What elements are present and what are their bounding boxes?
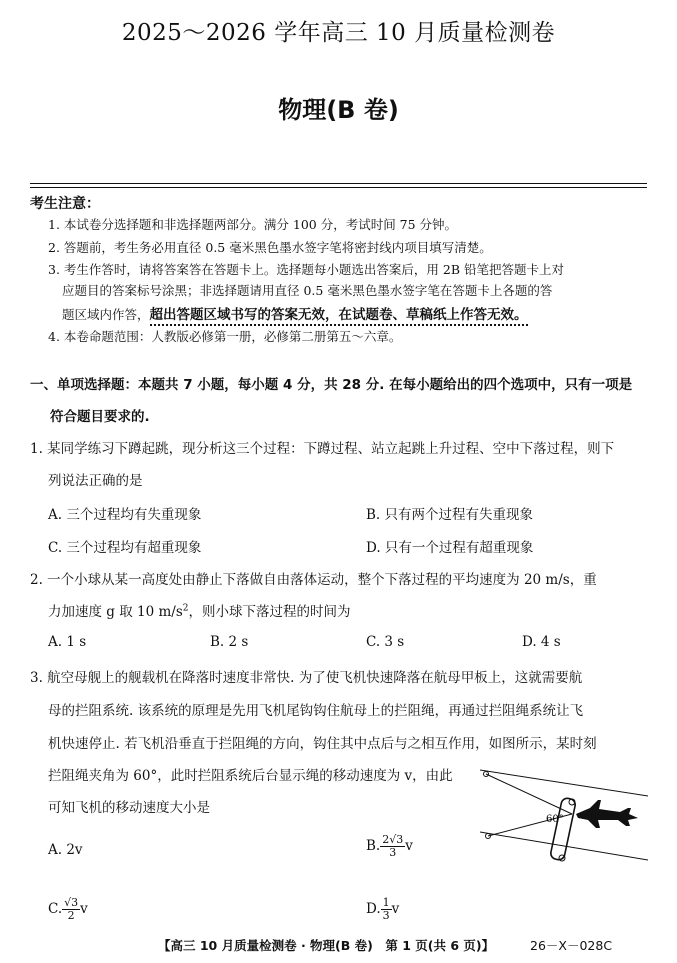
q3-stem: 3. 航空母舰上的舰载机在降落时速度非常快. 为了使飞机快速降落在航母甲板上，这就需要航 — [30, 670, 583, 686]
q3-option-c — [48, 897, 88, 922]
notice-item-3-tail: 题区域内作答， — [62, 307, 150, 322]
q3-option-d-numerator: 1 — [382, 896, 390, 909]
notice-item-3-cont: 应题目的答案标号涂黑；非选择题请用直径 0.5 毫米黑色墨水签字笔在答题卡上各题的答 — [62, 283, 553, 298]
q1-option-c: C. 三个过程均有超重现象 — [48, 540, 202, 556]
q1-stem: 1. 某同学练习下蹲起跳，现分析这三个过程：下蹲过程、站立起跳上升过程、空中下落过程，则下 — [30, 441, 615, 457]
q3-stem-3: 机快速停止. 若飞机沿垂直于拦阻绳的方向，钩住其中点后与之相互作用，如图所示，某时刻 — [48, 736, 597, 752]
q3-option-d-denominator: 3 — [382, 909, 390, 922]
q2-stem-cont-a: 力加速度 g 取 10 m/s — [48, 604, 183, 620]
notice-item-1: 1. 本试卷分选择题和非选择题两部分。满分 100 分，考试时间 75 分钟。 — [48, 217, 458, 232]
q2-stem-cont — [48, 600, 351, 620]
arrester-frame — [550, 797, 577, 861]
section-heading: 一、单项选择题：本题共 7 小题，每小题 4 分，共 28 分. 在每小题给出的四个选项中，只有一项是 — [30, 377, 633, 393]
q2-stem-sup: 2 — [182, 603, 189, 614]
divider-bottom — [30, 187, 647, 188]
q2-stem: 2. 一个小球从某一高度处由静止下落做自由落体运动，整个下落过程的平均速度为 20 m/s，重 — [30, 572, 597, 588]
q3-option-a: A. 2v — [48, 842, 83, 858]
q3-option-d-suffix: v — [391, 901, 400, 917]
q2-option-c: C. 3 s — [366, 634, 405, 650]
exam-title: 2025～2026 学年高三 10 月质量检测卷 — [121, 20, 556, 46]
q3-stem-5: 可知飞机的移动速度大小是 — [48, 800, 210, 816]
page-footer: 【高三 10 月质量检测卷 · 物理(B 卷) 第 1 页(共 6 页)】 — [158, 938, 495, 953]
q3-option-b-suffix: v — [405, 838, 413, 854]
section-heading-cont: 符合题目要求的. — [50, 409, 150, 425]
q2-option-a: A. 1 s — [48, 634, 87, 650]
q1-option-b: B. 只有两个过程有失重现象 — [366, 507, 534, 523]
q3-option-c-denominator: 2 — [67, 909, 75, 922]
q1-stem-cont: 列说法正确的是 — [48, 473, 143, 489]
q3-stem-2: 母的拦阻系统. 该系统的原理是先用飞机尾钩钩住航母上的拦阻绳，再通过拦阻绳系统让飞 — [48, 703, 584, 719]
angle-label: 60° — [546, 814, 564, 825]
q3-option-c-fraction — [62, 897, 80, 922]
notice-item-4: 4. 本卷命题范围：人教版必修第一册，必修第二册第五～六章。 — [48, 329, 402, 344]
q2-option-b: B. 2 s — [210, 634, 249, 650]
q1-option-d: D. 只有一个过程有超重现象 — [366, 540, 534, 556]
aircraft-icon — [576, 800, 638, 828]
q2-option-d: D. 4 s — [522, 634, 561, 650]
notice-item-3: 3. 考生作答时，请将答案答在答题卡上。选择题每小题选出答案后，用 2B 铅笔把答题卡上对 — [48, 262, 564, 277]
q3-option-b-prefix: B. — [366, 838, 381, 854]
q3-option-b-numerator: 2√3 — [382, 833, 404, 846]
q3-stem-4: 拦阻绳夹角为 60°，此时拦阻系统后台显示绳的移动速度为 v，由此 — [48, 768, 453, 784]
q3-option-b-fraction — [380, 834, 405, 859]
paper-code: 26－X－028C — [530, 938, 613, 953]
subject-title: 物理(B 卷) — [278, 96, 399, 124]
q3-option-c-suffix: v — [80, 901, 88, 917]
q3-option-b-denominator: 3 — [389, 846, 397, 859]
q2-stem-cont-b: ，则小球下落过程的时间为 — [188, 604, 351, 620]
rope-upper — [486, 774, 572, 814]
q3-option-d — [366, 897, 399, 922]
q3-option-d-fraction — [381, 897, 392, 922]
notice-title: 考生注意： — [30, 196, 100, 212]
q3-option-c-numerator: √3 — [64, 896, 79, 909]
q1-option-a: A. 三个过程均有失重现象 — [48, 507, 202, 523]
divider-top — [30, 183, 647, 184]
q3-option-d-prefix: D. — [366, 901, 381, 917]
notice-item-3-end — [62, 303, 528, 323]
arresting-gear-figure — [480, 762, 650, 874]
q3-option-b — [366, 834, 413, 859]
notice-item-2: 2. 答题前，考生务必用直径 0.5 毫米黑色墨水签字笔将密封线内项目填写清楚。 — [48, 240, 492, 255]
notice-warning: 超出答题区域书写的答案无效，在试题卷、草稿纸上作答无效。 — [150, 307, 528, 326]
q3-option-c-prefix: C. — [48, 901, 63, 917]
